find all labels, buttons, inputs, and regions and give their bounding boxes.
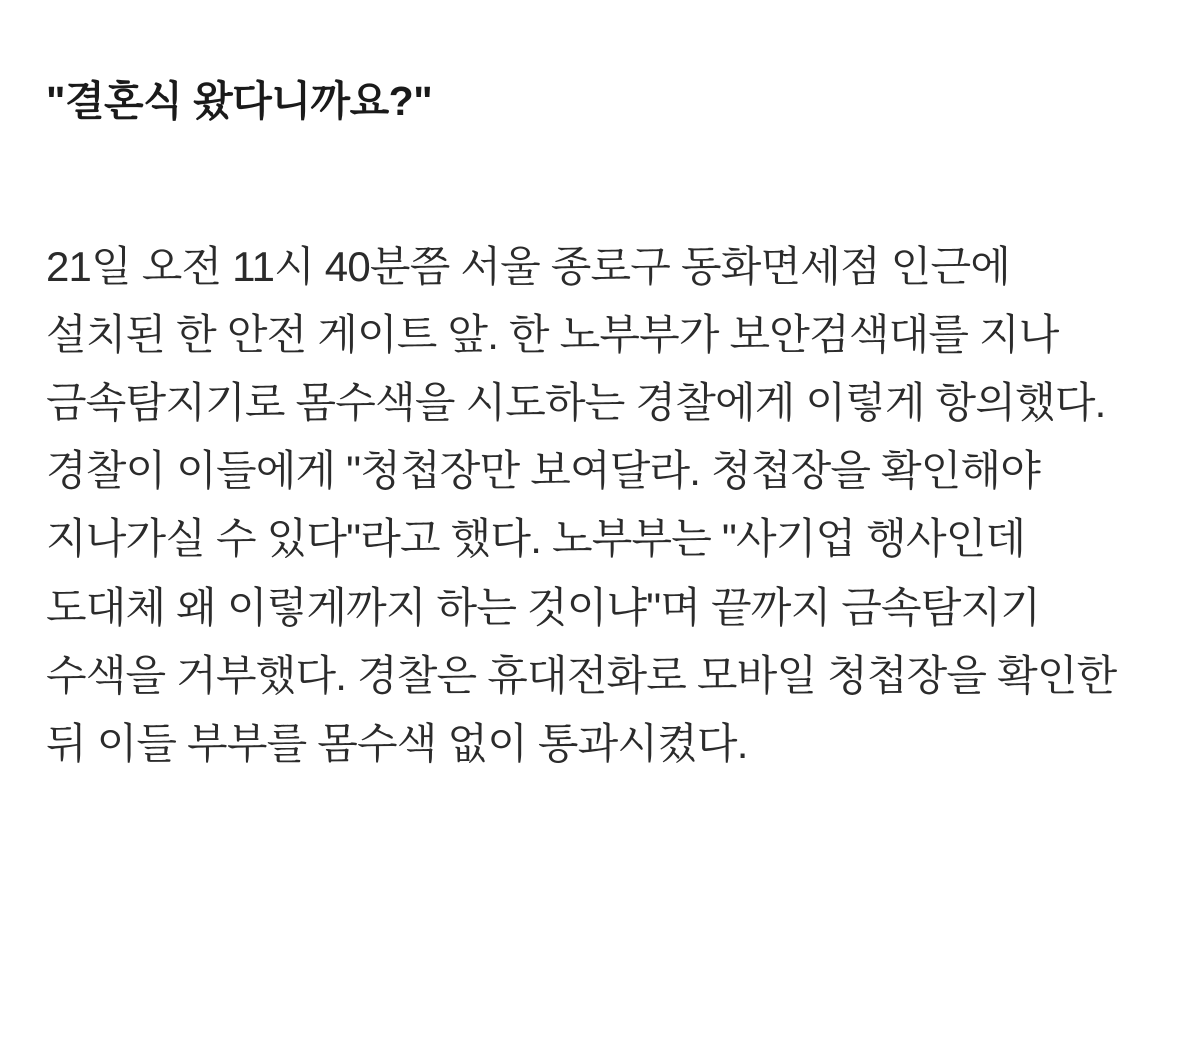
headline-body-spacer bbox=[46, 129, 1133, 233]
article-paragraph: 21일 오전 11시 40분쯤 서울 종로구 동화면세점 인근에 설치된 한 안전 게이트 앞. 한 노부부가 보안검색대를 지나 금속탐지기로 몸수색을 시도하는 경찰에게 이렇게 항의했다. 경찰이 이들에게 "청첩장만 보여달라. 청첩장을 확인해야 지나가실 수 있다"라고 했다. 노부부는 "사기업 행사인데 도대체 왜 이렇게까지 하는 것이냐"며 끝까지 금속탐지기 수색을 거부했다. 경찰은 휴대전화로 모바일 청첩장을 확인한 뒤 이들 부부를 몸수색 없이 통과시켰다. bbox=[46, 243, 1117, 767]
article-headline: "결혼식 왔다니까요?" bbox=[46, 78, 433, 124]
